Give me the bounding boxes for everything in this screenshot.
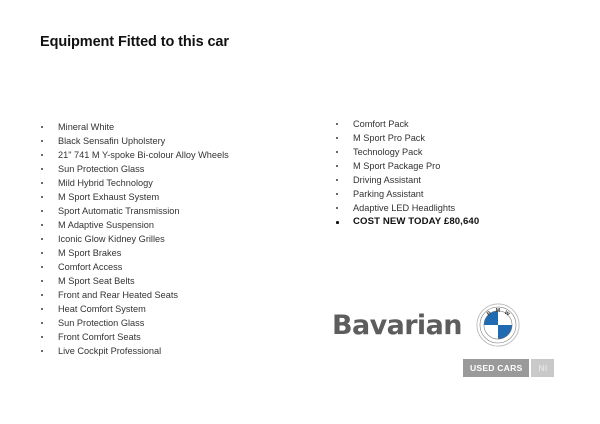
bullet-icon <box>41 336 43 338</box>
equipment-item-label: M Sport Pro Pack <box>353 133 425 143</box>
equipment-list-right <box>335 117 585 229</box>
equipment-list-item <box>335 159 585 173</box>
bullet-icon <box>41 238 43 240</box>
equipment-list-item <box>40 204 310 218</box>
equipment-item-label: Heat Comfort System <box>58 304 146 314</box>
bullet-icon <box>41 308 43 310</box>
bmw-roundel-icon <box>476 303 520 347</box>
badge-main-label: USED CARS <box>463 359 529 377</box>
bullet-icon <box>41 210 43 212</box>
equipment-item-label: Black Sensafin Upholstery <box>58 136 166 146</box>
equipment-item-label: Iconic Glow Kidney Grilles <box>58 234 165 244</box>
equipment-item-label: Adaptive LED Headlights <box>353 203 456 213</box>
equipment-item-label: Sun Protection Glass <box>58 164 145 174</box>
equipment-item-label: Mineral White <box>58 122 115 132</box>
equipment-list-item <box>335 201 585 215</box>
bullet-icon <box>336 137 338 139</box>
equipment-list-item <box>335 117 585 131</box>
equipment-item-label: Comfort Access <box>58 262 123 272</box>
equipment-item-label: Comfort Pack <box>353 119 409 129</box>
equipment-item-label: Sun Protection Glass <box>58 318 145 328</box>
page-title: Equipment Fitted to this car <box>40 34 229 50</box>
equipment-list-item <box>40 330 310 344</box>
bullet-icon <box>41 266 43 268</box>
equipment-item-label: Driving Assistant <box>353 175 421 185</box>
equipment-list-item <box>40 260 310 274</box>
equipment-left-column <box>40 120 310 358</box>
equipment-item-label: Sport Automatic Transmission <box>58 206 180 216</box>
bullet-icon <box>41 196 43 198</box>
equipment-right-column <box>335 117 585 229</box>
bullet-icon <box>336 207 338 209</box>
badge-region-label: NI <box>531 359 554 377</box>
equipment-list-left <box>40 120 310 358</box>
equipment-item-label: M Sport Package Pro <box>353 161 441 171</box>
equipment-item-label: Technology Pack <box>353 147 423 157</box>
equipment-item-label: 21" 741 M Y-spoke Bi-colour Alloy Wheels <box>58 150 229 160</box>
equipment-list-item <box>40 134 310 148</box>
equipment-list-item <box>40 218 310 232</box>
bullet-icon <box>336 165 338 167</box>
equipment-list-item <box>40 246 310 260</box>
equipment-list-item <box>40 176 310 190</box>
equipment-item-label: M Adaptive Suspension <box>58 220 155 230</box>
bullet-icon <box>41 168 43 170</box>
bullet-icon <box>336 123 338 125</box>
bullet-icon <box>336 193 338 195</box>
used-cars-ni-badge <box>463 359 554 377</box>
equipment-item-label: COST NEW TODAY £80,640 <box>353 216 480 227</box>
equipment-item-label: M Sport Exhaust System <box>58 192 160 202</box>
equipment-item-label: M Sport Seat Belts <box>58 276 135 286</box>
bullet-icon <box>41 126 43 128</box>
bullet-icon <box>41 140 43 142</box>
svg-text:B: B <box>485 310 493 318</box>
bullet-icon <box>41 280 43 282</box>
brand-wordmark: Bavarian <box>332 309 462 341</box>
equipment-list-item <box>40 316 310 330</box>
bullet-icon <box>41 252 43 254</box>
equipment-list-item <box>40 190 310 204</box>
equipment-list-item <box>335 131 585 145</box>
svg-text:W: W <box>502 309 511 318</box>
bullet-icon <box>41 182 43 184</box>
bullet-icon <box>41 294 43 296</box>
bullet-icon <box>41 154 43 156</box>
equipment-item-label: Front and Rear Heated Seats <box>58 290 179 300</box>
equipment-list-item <box>335 145 585 159</box>
bullet-icon <box>336 221 339 224</box>
equipment-list-item <box>40 344 310 358</box>
equipment-item-label: Mild Hybrid Technology <box>58 178 153 188</box>
equipment-list-item <box>40 232 310 246</box>
equipment-item-label: Parking Assistant <box>353 189 424 199</box>
equipment-list-item <box>40 162 310 176</box>
equipment-list-item <box>335 215 585 229</box>
equipment-list-item <box>40 120 310 134</box>
equipment-item-label: M Sport Brakes <box>58 248 122 258</box>
equipment-item-label: Front Comfort Seats <box>58 332 141 342</box>
bullet-icon <box>336 179 338 181</box>
bullet-icon <box>41 350 43 352</box>
equipment-list-item <box>40 288 310 302</box>
equipment-list-item <box>40 274 310 288</box>
svg-text:M: M <box>495 307 501 314</box>
equipment-list-item <box>335 187 585 201</box>
equipment-list-item <box>335 173 585 187</box>
equipment-list-item <box>40 302 310 316</box>
equipment-item-label: Live Cockpit Professional <box>58 346 162 356</box>
brand-lockup <box>332 303 520 347</box>
bullet-icon <box>41 322 43 324</box>
equipment-list-item <box>40 148 310 162</box>
bullet-icon <box>41 224 43 226</box>
bullet-icon <box>336 151 338 153</box>
